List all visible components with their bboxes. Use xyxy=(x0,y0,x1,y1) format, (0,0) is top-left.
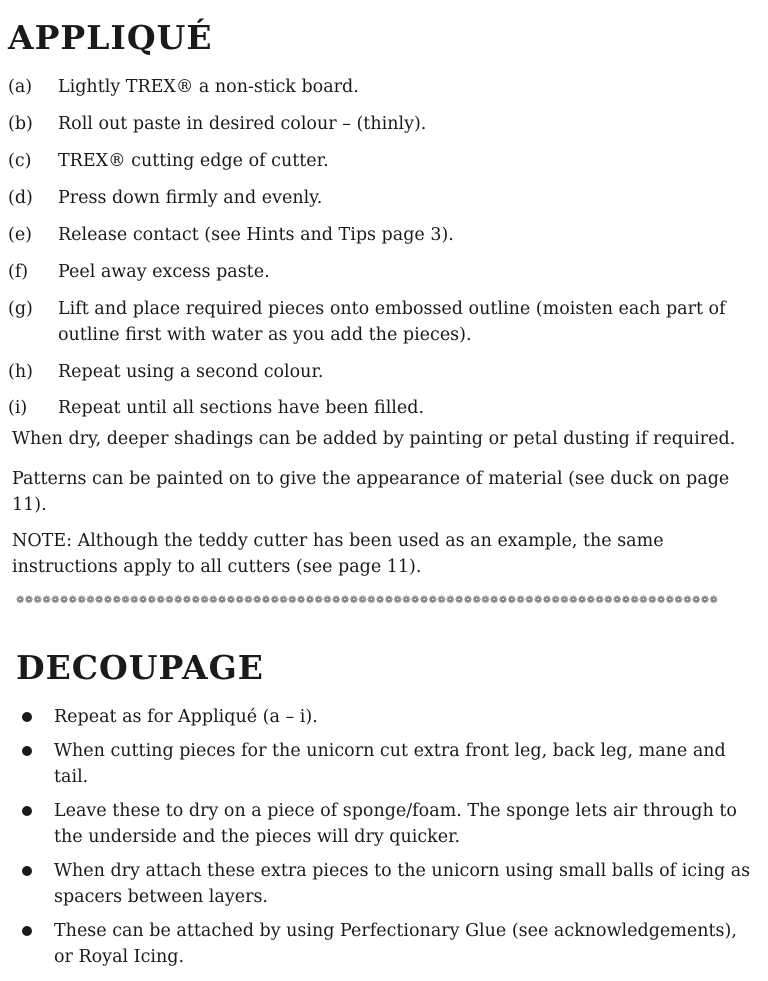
bullet-icon xyxy=(22,926,32,936)
decoupage-list xyxy=(18,704,754,978)
step-a xyxy=(8,74,756,100)
bullet-icon xyxy=(22,866,32,876)
note-paragraph: NOTE: Although the teddy cutter has been used as an example, the same instructions apply to all cutters (see page 11). xyxy=(12,531,664,577)
step-text: Press down firmly and evenly. xyxy=(58,188,323,208)
step-label: (h) xyxy=(8,362,33,382)
ornamental-divider: ❁❁❁❁❁❁❁❁❁❁❁❁❁❁❁❁❁❁❁❁❁❁❁❁❁❁❁❁❁❁❁❁❁❁❁❁❁❁❁❁❁❁❁❁❁❁❁❁❁❁❁❁❁❁❁❁❁❁❁❁❁❁❁❁❁❁❁❁❁❁❁❁❁❁❁❁❁❁❁❁ xyxy=(16,595,719,606)
list-item xyxy=(18,858,754,910)
list-item xyxy=(18,918,754,970)
step-label: (a) xyxy=(8,77,33,97)
bullet-icon xyxy=(22,712,32,722)
step-f xyxy=(8,259,756,285)
step-label: (d) xyxy=(8,188,33,208)
applique-heading: APPLIQUÉ xyxy=(8,18,213,57)
step-h xyxy=(8,359,756,385)
bullet-icon xyxy=(22,746,32,756)
list-item-text: When cutting pieces for the unicorn cut extra front leg, back leg, mane and tail. xyxy=(54,741,726,787)
step-text: Release contact (see Hints and Tips page 3). xyxy=(58,225,454,245)
list-item-text: These can be attached by using Perfectionary Glue (see acknowledgements), or Royal Icing. xyxy=(54,921,737,967)
step-label: (c) xyxy=(8,151,32,171)
step-text: TREX® cutting edge of cutter. xyxy=(58,151,329,171)
step-label: (b) xyxy=(8,114,33,134)
shading-paragraph: When dry, deeper shadings can be added by painting or petal dusting if required. xyxy=(12,429,736,449)
step-text: Lightly TREX® a non-stick board. xyxy=(58,77,359,97)
step-e xyxy=(8,222,756,248)
step-label: (e) xyxy=(8,225,33,245)
step-label: (g) xyxy=(8,299,33,319)
step-text: Peel away excess paste. xyxy=(58,262,270,282)
step-c xyxy=(8,148,756,174)
step-text: Repeat using a second colour. xyxy=(58,362,324,382)
step-text: Lift and place required pieces onto embossed outline (moisten each part of outline first with water as you add the pieces). xyxy=(58,299,726,345)
list-item xyxy=(18,738,754,790)
step-b xyxy=(8,111,756,137)
step-label: (i) xyxy=(8,398,28,418)
step-i xyxy=(8,395,756,421)
step-text: Roll out paste in desired colour – (thinly). xyxy=(58,114,427,134)
patterns-paragraph: Patterns can be painted on to give the appearance of material (see duck on page 11). xyxy=(12,469,730,515)
decoupage-heading: DECOUPAGE xyxy=(16,648,264,687)
bullet-icon xyxy=(22,806,32,816)
list-item xyxy=(18,798,754,850)
step-text: Repeat until all sections have been filled. xyxy=(58,398,425,418)
list-item-text: Leave these to dry on a piece of sponge/foam. The sponge lets air through to the underside and the pieces will dry quicker. xyxy=(54,801,737,847)
step-d xyxy=(8,185,756,211)
step-g xyxy=(8,296,756,348)
list-item-text: Repeat as for Appliqué (a – i). xyxy=(54,707,318,727)
step-label: (f) xyxy=(8,262,29,282)
list-item xyxy=(18,704,754,730)
list-item-text: When dry attach these extra pieces to the unicorn using small balls of icing as spacers between layers. xyxy=(54,861,751,907)
